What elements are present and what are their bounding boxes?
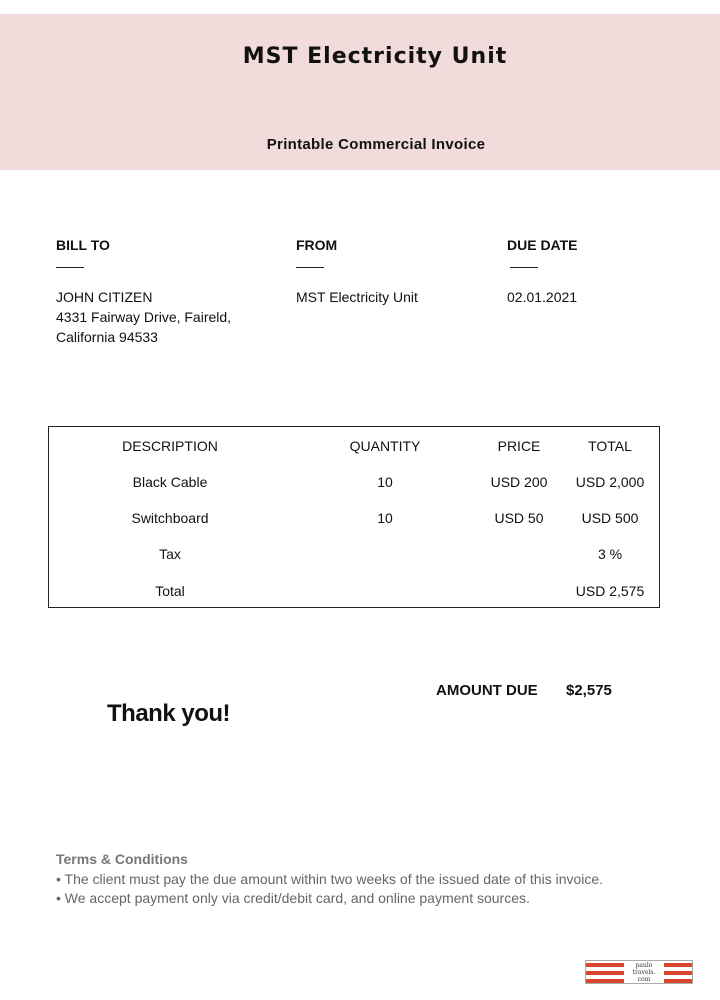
column-header-price: PRICE [497,438,541,454]
total-row-value: USD 2,575 [575,583,645,599]
row-2-total: USD 500 [581,510,639,526]
amount-due-value: $2,575 [566,682,612,699]
watermark-text [624,962,664,983]
due-date-value: 02.01.2021 [507,289,578,305]
row-2-description: Switchboard [131,510,209,526]
row-1-description: Black Cable [132,474,208,490]
watermark-line-2: travels. [632,969,656,976]
column-header-total: TOTAL [588,438,632,454]
bill-to-name: JOHN CITIZEN [56,289,153,305]
amount-due-label: AMOUNT DUE [436,682,538,699]
company-title: MST Electricity Unit [242,44,508,69]
row-1-price: USD 200 [490,474,548,490]
total-row-label: Total [155,583,185,599]
tax-row-label: Tax [159,546,181,562]
watermark-line-3: com [637,976,651,983]
bill-to-address-line1: 4331 Fairway Drive, Faireld, [56,309,232,325]
column-header-quantity: QUANTITY [349,438,421,454]
from-name: MST Electricity Unit [296,289,418,305]
terms-title: Terms & Conditions [56,851,188,867]
bill-to-details [56,287,231,347]
row-1-quantity: 10 [377,474,393,490]
terms-line-1: • The client must pay the due amount within two weeks of the issued date of this invoice. [56,871,604,887]
line-items-table [48,426,660,608]
thank-you-message: Thank you! [107,700,231,727]
bill-to-heading: BILL TO [56,237,110,253]
due-date-divider [510,267,538,268]
row-2-quantity: 10 [377,510,393,526]
row-2-price: USD 50 [494,510,544,526]
from-divider [296,267,324,268]
watermark-line-1: paulo [635,962,653,969]
terms-line-2: • We accept payment only via credit/debit card, and online payment sources. [56,890,530,906]
column-header-description: DESCRIPTION [122,438,218,454]
tax-row-value: 3 % [597,546,623,562]
bill-to-address-line2: California 94533 [56,329,158,345]
from-heading: FROM [296,237,338,253]
row-1-total: USD 2,000 [575,474,645,490]
watermark-logo [585,960,693,984]
due-date-heading: DUE DATE [507,237,578,253]
document-subtitle: Printable Commercial Invoice [266,136,486,153]
bill-to-divider [56,267,84,268]
